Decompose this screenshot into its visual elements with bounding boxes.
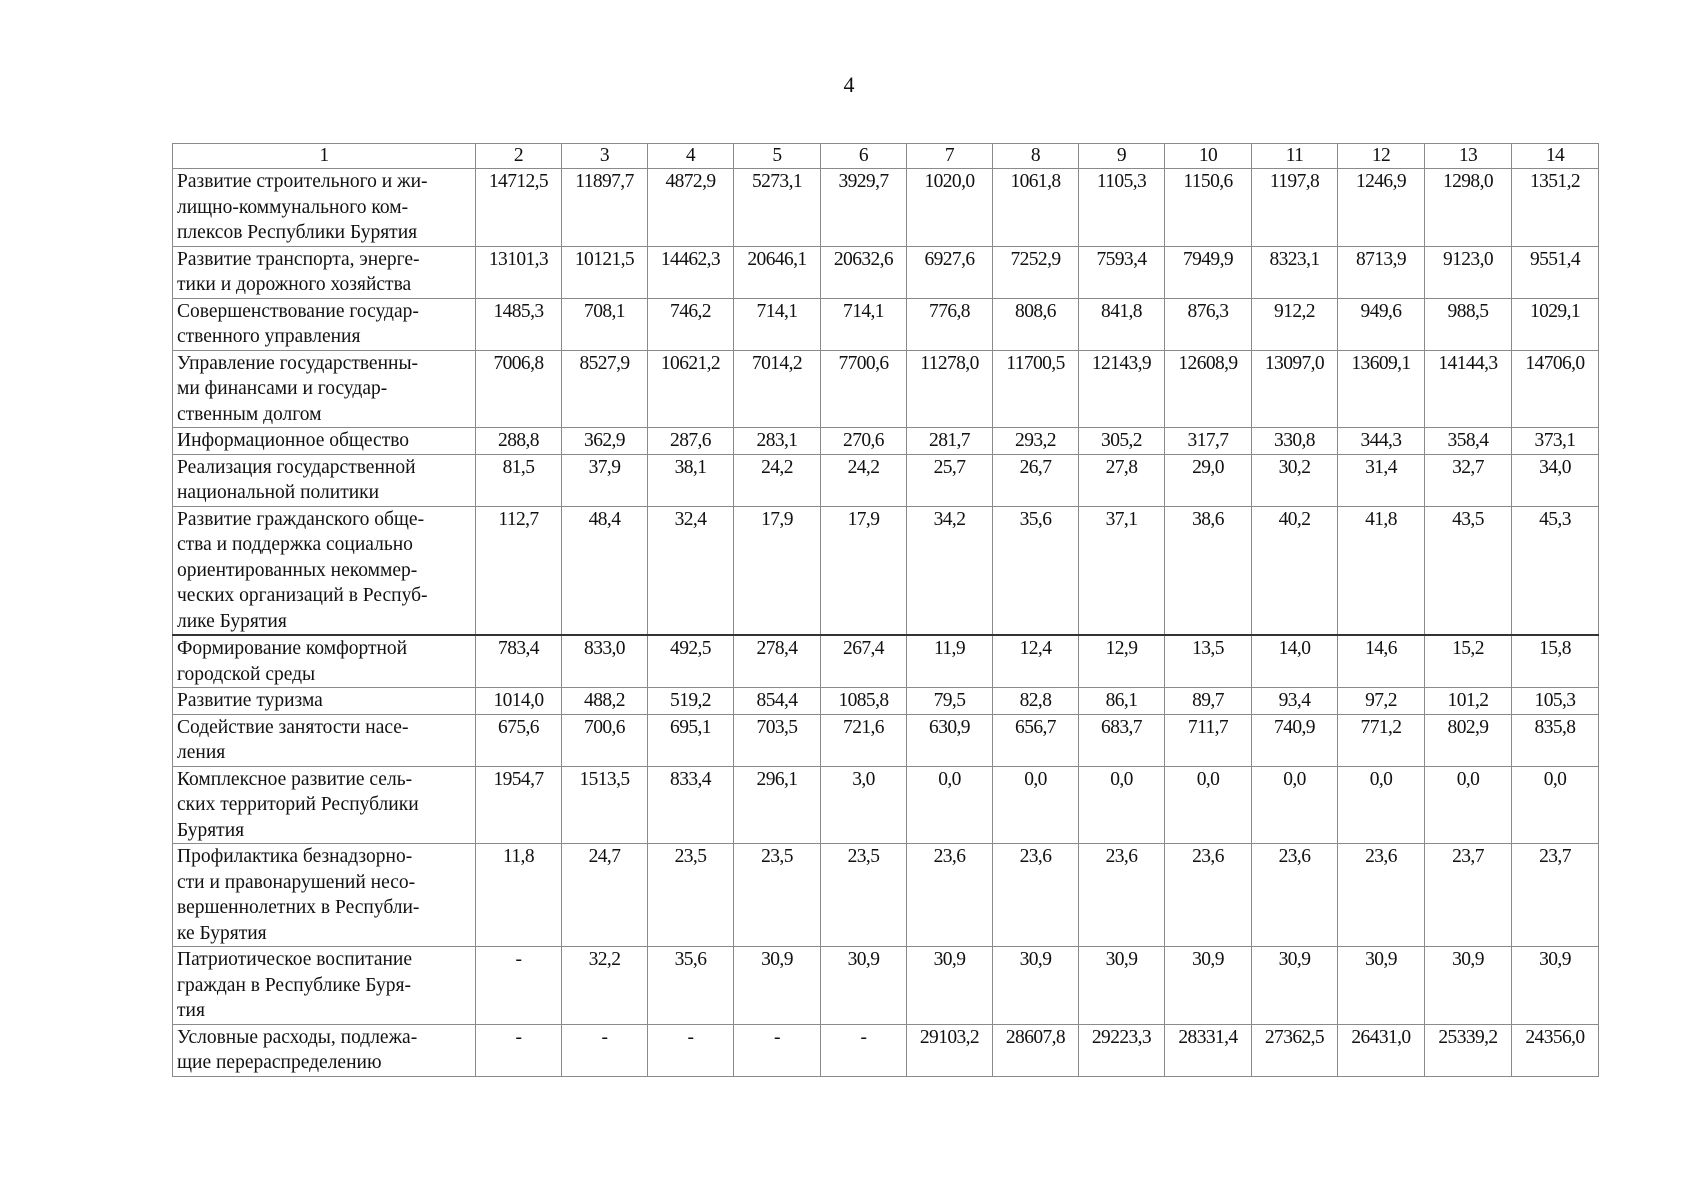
program-name-line: Патриотическое воспитание <box>177 949 413 970</box>
value-cell: 7006,8 <box>476 350 562 428</box>
value-cell: 841,8 <box>1079 298 1165 350</box>
value-cell: 30,9 <box>907 947 993 1025</box>
program-name-line: тия <box>177 1000 205 1021</box>
value-cell: 23,6 <box>993 844 1079 947</box>
value-cell: 10121,5 <box>562 246 648 298</box>
column-header-13: 13 <box>1425 144 1512 169</box>
value-cell: - <box>562 1024 648 1076</box>
table-row <box>173 350 1599 428</box>
value-cell: 0,0 <box>1425 766 1512 844</box>
table-row <box>173 246 1599 298</box>
value-cell: 23,7 <box>1512 844 1599 947</box>
value-cell: 700,6 <box>562 714 648 766</box>
value-cell: 30,9 <box>1252 947 1338 1025</box>
value-cell: 317,7 <box>1165 428 1252 455</box>
column-header-14: 14 <box>1512 144 1599 169</box>
value-cell: 305,2 <box>1079 428 1165 455</box>
value-cell: 1485,3 <box>476 298 562 350</box>
program-name <box>173 844 476 947</box>
value-cell: 358,4 <box>1425 428 1512 455</box>
value-cell: 1061,8 <box>993 169 1079 247</box>
table-row <box>173 506 1599 635</box>
value-cell: 101,2 <box>1425 688 1512 715</box>
program-name-line: городской среды <box>177 663 316 685</box>
value-cell: 287,6 <box>648 428 734 455</box>
value-cell: 296,1 <box>734 766 821 844</box>
value-cell: 344,3 <box>1338 428 1425 455</box>
value-cell: 93,4 <box>1252 688 1338 715</box>
value-cell: 23,5 <box>821 844 907 947</box>
value-cell: 683,7 <box>1079 714 1165 766</box>
value-cell: 293,2 <box>993 428 1079 455</box>
value-cell: 703,5 <box>734 714 821 766</box>
value-cell: 30,9 <box>821 947 907 1025</box>
value-cell: 38,6 <box>1165 506 1252 635</box>
value-cell: 1351,2 <box>1512 169 1599 247</box>
value-cell: 8527,9 <box>562 350 648 428</box>
value-cell: 23,5 <box>648 844 734 947</box>
program-name <box>173 350 476 428</box>
value-cell: 25339,2 <box>1425 1024 1512 1076</box>
column-header-4: 4 <box>648 144 734 169</box>
value-cell: 27362,5 <box>1252 1024 1338 1076</box>
table-row <box>173 766 1599 844</box>
program-name <box>173 635 476 688</box>
value-cell: 15,2 <box>1425 635 1512 688</box>
value-cell: 24,7 <box>562 844 648 947</box>
value-cell: 14706,0 <box>1512 350 1599 428</box>
table-row <box>173 454 1599 506</box>
value-cell: 35,6 <box>648 947 734 1025</box>
table-row <box>173 635 1599 688</box>
value-cell: 20632,6 <box>821 246 907 298</box>
value-cell: 14,0 <box>1252 635 1338 688</box>
value-cell: 17,9 <box>734 506 821 635</box>
value-cell: 23,6 <box>1079 844 1165 947</box>
value-cell: 23,6 <box>1252 844 1338 947</box>
value-cell: 912,2 <box>1252 298 1338 350</box>
value-cell: 38,1 <box>648 454 734 506</box>
value-cell: 97,2 <box>1338 688 1425 715</box>
value-cell: 740,9 <box>1252 714 1338 766</box>
program-name-line: Управление государственны- <box>177 352 419 374</box>
value-cell: 35,6 <box>993 506 1079 635</box>
program-name-line: ориентированных некоммер- <box>177 559 418 581</box>
column-header-11: 11 <box>1252 144 1338 169</box>
value-cell: 82,8 <box>993 688 1079 715</box>
column-header-1: 1 <box>173 144 476 169</box>
value-cell: 29,0 <box>1165 454 1252 506</box>
value-cell: 373,1 <box>1512 428 1599 455</box>
value-cell: 656,7 <box>993 714 1079 766</box>
value-cell: 13101,3 <box>476 246 562 298</box>
value-cell: 1513,5 <box>562 766 648 844</box>
program-name <box>173 1024 476 1076</box>
value-cell: 11278,0 <box>907 350 993 428</box>
value-cell: 708,1 <box>562 298 648 350</box>
column-header-10: 10 <box>1165 144 1252 169</box>
value-cell: 26,7 <box>993 454 1079 506</box>
program-name-line: Комплексное развитие сель- <box>177 768 413 790</box>
value-cell: 12608,9 <box>1165 350 1252 428</box>
value-cell: 23,6 <box>907 844 993 947</box>
value-cell: 1085,8 <box>821 688 907 715</box>
value-cell: 37,1 <box>1079 506 1165 635</box>
program-name-line: ления <box>177 742 226 763</box>
value-cell: 9551,4 <box>1512 246 1599 298</box>
value-cell: 32,7 <box>1425 454 1512 506</box>
value-cell: 1029,1 <box>1512 298 1599 350</box>
program-name <box>173 947 476 1025</box>
value-cell: 12,9 <box>1079 635 1165 688</box>
value-cell: 1197,8 <box>1252 169 1338 247</box>
value-cell: 89,7 <box>1165 688 1252 715</box>
value-cell: 9123,0 <box>1425 246 1512 298</box>
value-cell: 28607,8 <box>993 1024 1079 1076</box>
value-cell: 86,1 <box>1079 688 1165 715</box>
value-cell: 1150,6 <box>1165 169 1252 247</box>
value-cell: 34,2 <box>907 506 993 635</box>
value-cell: 79,5 <box>907 688 993 715</box>
value-cell: 15,8 <box>1512 635 1599 688</box>
program-name <box>173 766 476 844</box>
value-cell: 14462,3 <box>648 246 734 298</box>
program-name-line: Развитие строительного и жи- <box>177 171 428 192</box>
table-row <box>173 298 1599 350</box>
value-cell: 11,9 <box>907 635 993 688</box>
value-cell: 13,5 <box>1165 635 1252 688</box>
value-cell: 488,2 <box>562 688 648 715</box>
value-cell: 8713,9 <box>1338 246 1425 298</box>
value-cell: 28331,4 <box>1165 1024 1252 1076</box>
value-cell: 5273,1 <box>734 169 821 247</box>
value-cell: 105,3 <box>1512 688 1599 715</box>
table-row <box>173 947 1599 1025</box>
value-cell: 4872,9 <box>648 169 734 247</box>
value-cell: 24,2 <box>821 454 907 506</box>
value-cell: 1246,9 <box>1338 169 1425 247</box>
value-cell: 45,3 <box>1512 506 1599 635</box>
table-row <box>173 169 1599 247</box>
program-name <box>173 298 476 350</box>
value-cell: 37,9 <box>562 454 648 506</box>
program-name-line: Развитие туризма <box>177 690 323 711</box>
value-cell: 23,6 <box>1338 844 1425 947</box>
value-cell: 876,3 <box>1165 298 1252 350</box>
program-name-line: ственного управления <box>177 326 361 347</box>
table-row <box>173 714 1599 766</box>
program-name-line: Совершенствование государ- <box>177 300 419 322</box>
column-header-5: 5 <box>734 144 821 169</box>
column-header-2: 2 <box>476 144 562 169</box>
column-header-12: 12 <box>1338 144 1425 169</box>
value-cell: 3929,7 <box>821 169 907 247</box>
table-header <box>173 144 1599 169</box>
value-cell: 776,8 <box>907 298 993 350</box>
program-name-line: щие перераспределению <box>177 1052 382 1073</box>
value-cell: 11,8 <box>476 844 562 947</box>
value-cell: 802,9 <box>1425 714 1512 766</box>
value-cell: 30,9 <box>1079 947 1165 1025</box>
value-cell: 0,0 <box>1338 766 1425 844</box>
value-cell: 13609,1 <box>1338 350 1425 428</box>
program-name-line: лике Бурятия <box>177 610 287 632</box>
value-cell: 8323,1 <box>1252 246 1338 298</box>
program-name-line: Бурятия <box>177 819 245 841</box>
program-name <box>173 506 476 635</box>
value-cell: - <box>648 1024 734 1076</box>
value-cell: 7700,6 <box>821 350 907 428</box>
value-cell: 0,0 <box>907 766 993 844</box>
program-name-line: ских территорий Республики <box>177 794 419 815</box>
value-cell: 24,2 <box>734 454 821 506</box>
value-cell: 0,0 <box>1252 766 1338 844</box>
program-name-line: граждан в Республике Буря- <box>177 974 411 996</box>
program-name-line: Развитие транспорта, энерге- <box>177 248 420 270</box>
program-name <box>173 714 476 766</box>
value-cell: 11700,5 <box>993 350 1079 428</box>
value-cell: 281,7 <box>907 428 993 455</box>
value-cell: 24356,0 <box>1512 1024 1599 1076</box>
value-cell: 1298,0 <box>1425 169 1512 247</box>
value-cell: 519,2 <box>648 688 734 715</box>
value-cell: 835,8 <box>1512 714 1599 766</box>
program-name-line: сти и правонарушений несо- <box>177 871 416 893</box>
value-cell: 1954,7 <box>476 766 562 844</box>
value-cell: 30,9 <box>1165 947 1252 1025</box>
table-row <box>173 428 1599 455</box>
header-row <box>173 144 1599 169</box>
value-cell: 17,9 <box>821 506 907 635</box>
value-cell: 0,0 <box>993 766 1079 844</box>
value-cell: 1020,0 <box>907 169 993 247</box>
value-cell: 27,8 <box>1079 454 1165 506</box>
column-header-7: 7 <box>907 144 993 169</box>
column-header-9: 9 <box>1079 144 1165 169</box>
value-cell: 48,4 <box>562 506 648 635</box>
value-cell: - <box>476 947 562 1025</box>
value-cell: 41,8 <box>1338 506 1425 635</box>
value-cell: 12,4 <box>993 635 1079 688</box>
value-cell: 711,7 <box>1165 714 1252 766</box>
value-cell: 40,2 <box>1252 506 1338 635</box>
value-cell: 675,6 <box>476 714 562 766</box>
value-cell: 714,1 <box>821 298 907 350</box>
value-cell: - <box>821 1024 907 1076</box>
program-name-line: Развитие гражданского обще- <box>177 508 425 530</box>
value-cell: 362,9 <box>562 428 648 455</box>
table-row <box>173 844 1599 947</box>
value-cell: 854,4 <box>734 688 821 715</box>
program-name-line: ства и поддержка социально <box>177 534 413 555</box>
budget-table <box>172 143 1599 1077</box>
value-cell: 10621,2 <box>648 350 734 428</box>
program-name-line: Профилактика безнадзорно- <box>177 846 413 867</box>
value-cell: 81,5 <box>476 454 562 506</box>
value-cell: 771,2 <box>1338 714 1425 766</box>
value-cell: 783,4 <box>476 635 562 688</box>
column-header-3: 3 <box>562 144 648 169</box>
value-cell: 12143,9 <box>1079 350 1165 428</box>
value-cell: 23,5 <box>734 844 821 947</box>
value-cell: 30,9 <box>1512 947 1599 1025</box>
value-cell: 14712,5 <box>476 169 562 247</box>
value-cell: 721,6 <box>821 714 907 766</box>
value-cell: 0,0 <box>1079 766 1165 844</box>
value-cell: 23,7 <box>1425 844 1512 947</box>
table-body <box>173 169 1599 1077</box>
value-cell: 30,9 <box>1425 947 1512 1025</box>
value-cell: 26431,0 <box>1338 1024 1425 1076</box>
program-name-line: ческих организаций в Респуб- <box>177 585 428 606</box>
value-cell: 32,4 <box>648 506 734 635</box>
value-cell: 31,4 <box>1338 454 1425 506</box>
column-header-8: 8 <box>993 144 1079 169</box>
value-cell: 7593,4 <box>1079 246 1165 298</box>
program-name-line: ственным долгом <box>177 403 322 425</box>
value-cell: 1105,3 <box>1079 169 1165 247</box>
value-cell: 14144,3 <box>1425 350 1512 428</box>
value-cell: 29103,2 <box>907 1024 993 1076</box>
value-cell: 630,9 <box>907 714 993 766</box>
value-cell: 23,6 <box>1165 844 1252 947</box>
table-row <box>173 1024 1599 1076</box>
program-name-line: Условные расходы, подлежа- <box>177 1026 418 1048</box>
value-cell: 949,6 <box>1338 298 1425 350</box>
value-cell: 833,4 <box>648 766 734 844</box>
value-cell: 13097,0 <box>1252 350 1338 428</box>
value-cell: 20646,1 <box>734 246 821 298</box>
program-name-line: тики и дорожного хозяйства <box>177 274 412 295</box>
value-cell: 283,1 <box>734 428 821 455</box>
value-cell: 492,5 <box>648 635 734 688</box>
value-cell: 29223,3 <box>1079 1024 1165 1076</box>
value-cell: 278,4 <box>734 635 821 688</box>
value-cell: 714,1 <box>734 298 821 350</box>
value-cell: 988,5 <box>1425 298 1512 350</box>
value-cell: 746,2 <box>648 298 734 350</box>
program-name-line: плексов Республики Бурятия <box>177 222 418 243</box>
page-number: 4 <box>843 72 855 97</box>
value-cell: - <box>734 1024 821 1076</box>
value-cell: 0,0 <box>1165 766 1252 844</box>
value-cell: 267,4 <box>821 635 907 688</box>
value-cell: 32,2 <box>562 947 648 1025</box>
value-cell: 30,2 <box>1252 454 1338 506</box>
value-cell: 14,6 <box>1338 635 1425 688</box>
value-cell: 808,6 <box>993 298 1079 350</box>
program-name-line: Формирование комфортной <box>177 638 408 659</box>
value-cell: 30,9 <box>734 947 821 1025</box>
value-cell: 270,6 <box>821 428 907 455</box>
value-cell: 7014,2 <box>734 350 821 428</box>
value-cell: 34,0 <box>1512 454 1599 506</box>
value-cell: 6927,6 <box>907 246 993 298</box>
program-name-line: Содействие занятости насе- <box>177 716 409 738</box>
program-name-line: Реализация государственной <box>177 456 416 478</box>
program-name <box>173 454 476 506</box>
value-cell: 11897,7 <box>562 169 648 247</box>
value-cell: 0,0 <box>1512 766 1599 844</box>
value-cell: 3,0 <box>821 766 907 844</box>
program-name-line: лищно-коммунального ком- <box>177 196 409 218</box>
program-name-line: ми финансами и государ- <box>177 378 388 399</box>
value-cell: 1014,0 <box>476 688 562 715</box>
program-name-line: ке Бурятия <box>177 922 267 944</box>
value-cell: - <box>476 1024 562 1076</box>
value-cell: 7949,9 <box>1165 246 1252 298</box>
value-cell: 833,0 <box>562 635 648 688</box>
program-name-line: вершеннолетних в Республи- <box>177 897 420 918</box>
program-name-line: Информационное общество <box>177 430 410 451</box>
value-cell: 288,8 <box>476 428 562 455</box>
value-cell: 330,8 <box>1252 428 1338 455</box>
value-cell: 30,9 <box>1338 947 1425 1025</box>
value-cell: 30,9 <box>993 947 1079 1025</box>
value-cell: 695,1 <box>648 714 734 766</box>
column-header-6: 6 <box>821 144 907 169</box>
program-name <box>173 246 476 298</box>
value-cell: 25,7 <box>907 454 993 506</box>
program-name <box>173 169 476 247</box>
program-name <box>173 428 476 455</box>
value-cell: 7252,9 <box>993 246 1079 298</box>
table-row <box>173 688 1599 715</box>
program-name <box>173 688 476 715</box>
program-name-line: национальной политики <box>177 482 380 503</box>
value-cell: 43,5 <box>1425 506 1512 635</box>
value-cell: 112,7 <box>476 506 562 635</box>
